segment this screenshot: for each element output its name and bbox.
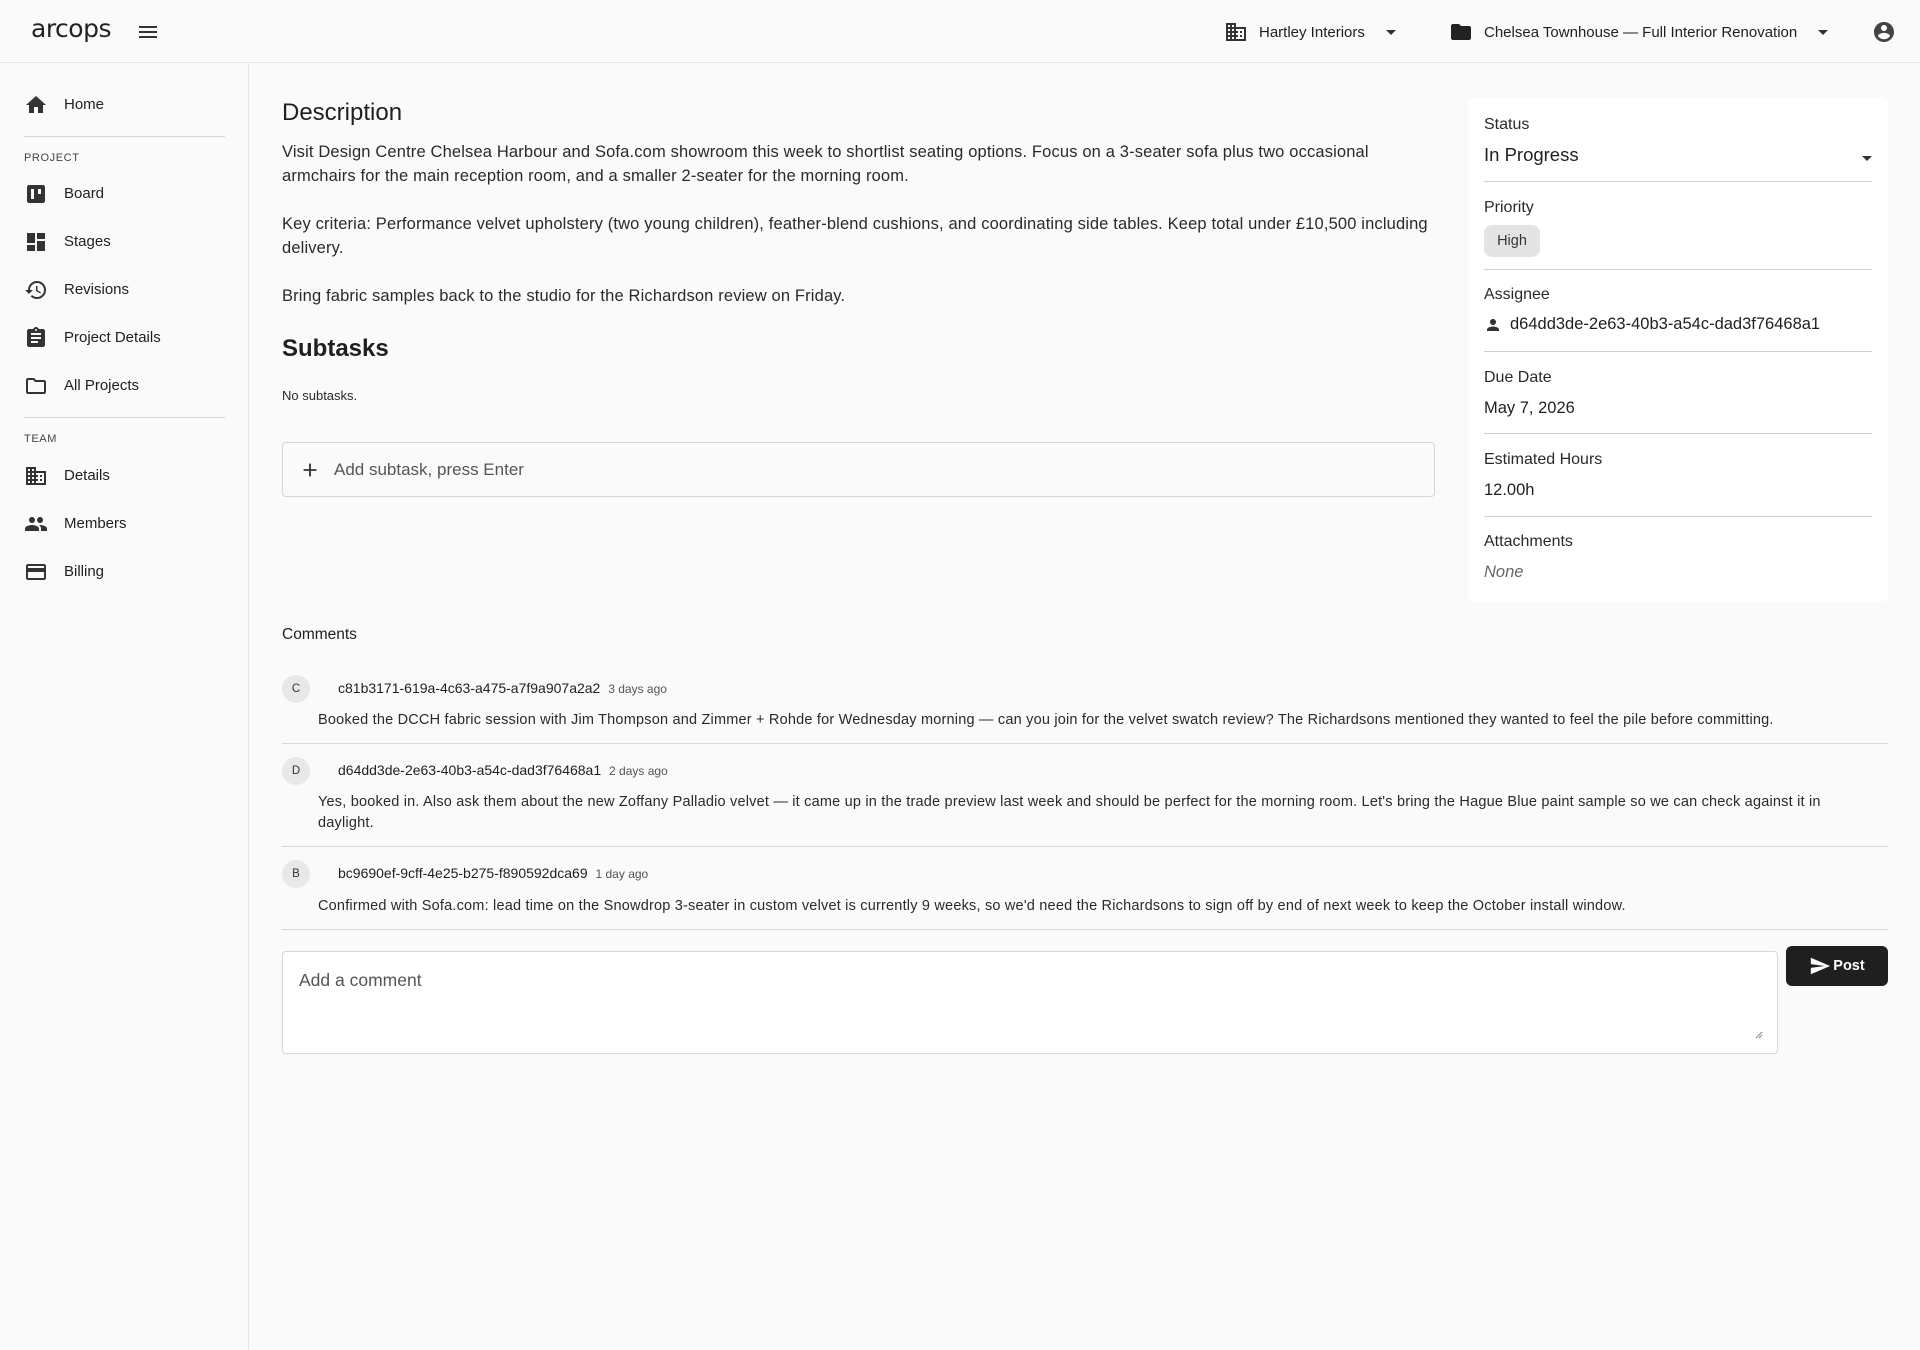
comment-time: 1 day ago: [595, 867, 649, 881]
priority-label: Priority: [1484, 199, 1534, 216]
comment-text: Confirmed with Sofa.com: lead time on the Snowdrop 3-seater in custom velvet is currently 9 weeks, so we'd need the Richardsons to sign off by end of next week to keep the October install window.: [318, 898, 1626, 914]
comment-author: d64dd3de-2e63-40b3-a54c-dad3f76468a1: [338, 762, 602, 778]
top-app-bar: [0, 0, 1920, 63]
description-heading: Description: [282, 99, 403, 126]
folder-icon: [1449, 20, 1473, 44]
clipboard-icon: [24, 326, 48, 350]
sidebar-item-label: Members: [64, 515, 127, 532]
field-underline: [1484, 181, 1872, 182]
post-comment-button[interactable]: [1786, 946, 1888, 986]
estimated-hours-value[interactable]: 12.00h: [1484, 481, 1535, 499]
sidebar-item-all-projects[interactable]: [0, 366, 249, 406]
chevron-down-icon: [1379, 20, 1403, 44]
comment-divider: [282, 743, 1888, 744]
people-icon: [24, 512, 48, 536]
comment-author: c81b3171-619a-4c63-a475-a7f9a907a2a2: [338, 680, 601, 696]
comment-header: [338, 762, 668, 778]
field-underline: [1484, 516, 1872, 517]
comment-text: Booked the DCCH fabric session with Jim Thompson and Zimmer + Rohde for Wednesday morning — can you join for the velvet swatch review? The Richardsons mentioned they wanted to feel the pile before committing.: [318, 712, 1774, 728]
send-icon: [1809, 955, 1831, 977]
comment-author: bc9690ef-9cff-4e25-b275-f890592dca69: [338, 865, 588, 881]
board-icon: [24, 182, 48, 206]
avatar: C: [282, 675, 310, 703]
person-icon: [1484, 316, 1502, 334]
plus-icon: [299, 459, 321, 481]
divider: [24, 136, 225, 137]
estimated-hours-label: Estimated Hours: [1484, 451, 1603, 468]
chevron-down-icon[interactable]: [1855, 146, 1879, 170]
sidebar-item-revisions[interactable]: [0, 270, 249, 310]
description-paragraph: Visit Design Centre Chelsea Harbour and Sofa.com showroom this week to shortlist seating options. Focus on a 3-seater sofa plus two occasional armchairs for the main reception room, and a smaller 2-seater for the morning room.: [282, 143, 1369, 185]
sidebar-item-billing[interactable]: [0, 552, 249, 592]
folder-outline-icon: [24, 374, 48, 398]
avatar: D: [282, 757, 310, 785]
subtasks-heading: Subtasks: [282, 335, 389, 362]
sidebar-item-project-details[interactable]: [0, 318, 249, 358]
chevron-down-icon: [1811, 20, 1835, 44]
comment-divider: [282, 846, 1888, 847]
comment-divider: [282, 929, 1888, 930]
sidebar-item-label: Details: [64, 467, 110, 484]
app-logo[interactable]: arcops: [31, 14, 111, 43]
sidebar-item-label: Billing: [64, 563, 105, 580]
sidebar-item-label: Revisions: [64, 281, 130, 298]
field-underline: [1484, 351, 1872, 352]
avatar: B: [282, 860, 310, 888]
assignee-field[interactable]: [1484, 315, 1820, 334]
credit-card-icon: [24, 560, 48, 584]
priority-chip[interactable]: High: [1484, 225, 1540, 257]
sidebar-item-board[interactable]: [0, 174, 249, 214]
post-label: Post: [1833, 958, 1865, 974]
menu-icon[interactable]: [136, 20, 160, 44]
comment-header: [338, 680, 667, 696]
description-paragraph: Bring fabric samples back to the studio for the Richardson review on Friday.: [282, 287, 846, 305]
account-circle-icon[interactable]: [1872, 20, 1896, 44]
sidebar-item-team-details[interactable]: [0, 456, 249, 496]
add-subtask-input[interactable]: [282, 442, 1435, 497]
sidebar-item-label: Home: [64, 96, 105, 113]
sidebar-item-label: Stages: [64, 233, 111, 250]
subtask-placeholder: Add subtask, press Enter: [334, 460, 524, 479]
dashboard-icon: [24, 230, 48, 254]
field-underline: [1484, 433, 1872, 434]
assignee-label: Assignee: [1484, 286, 1550, 303]
comments-heading: Comments: [282, 626, 357, 643]
sidebar-item-home[interactable]: [0, 85, 249, 125]
organization-selector[interactable]: [1224, 18, 1403, 46]
comment-text: Yes, booked in. Also ask them about the new Zoffany Palladio velvet — it came up in the trade preview last week and should be perfect for the morning room. Let's bring the Hague Blue paint sample so we can check against it in daylight.: [318, 794, 1821, 831]
due-date-value[interactable]: May 7, 2026: [1484, 399, 1575, 417]
building-icon: [24, 464, 48, 488]
section-label-project: PROJECT: [24, 152, 80, 164]
resize-handle-icon[interactable]: [1755, 1031, 1763, 1039]
history-icon: [24, 278, 48, 302]
status-value: In Progress: [1484, 144, 1579, 165]
comment-time: 3 days ago: [608, 682, 667, 696]
sidebar: [0, 63, 249, 1350]
comment-input[interactable]: [282, 951, 1778, 1054]
home-icon: [24, 93, 48, 117]
building-icon: [1224, 20, 1248, 44]
sidebar-item-stages[interactable]: [0, 222, 249, 262]
no-subtasks-text: No subtasks.: [282, 388, 358, 403]
comment-header: [338, 865, 648, 881]
attachments-value: None: [1484, 563, 1524, 581]
divider: [24, 417, 225, 418]
attachments-label: Attachments: [1484, 533, 1573, 550]
field-underline: [1484, 269, 1872, 270]
sidebar-item-label: Project Details: [64, 329, 161, 346]
sidebar-item-label: Board: [64, 185, 105, 202]
comment-time: 2 days ago: [609, 764, 668, 778]
status-label: Status: [1484, 116, 1530, 133]
description-paragraph: Key criteria: Performance velvet upholstery (two young children), feather-blend cushions, and coordinating side tables. Keep total under £10,500 including delivery.: [282, 215, 1428, 257]
section-label-team: TEAM: [24, 433, 57, 445]
due-date-label: Due Date: [1484, 369, 1552, 386]
sidebar-item-members[interactable]: [0, 504, 249, 544]
sidebar-item-label: All Projects: [64, 377, 140, 394]
organization-name: Hartley Interiors: [1259, 23, 1365, 41]
assignee-value: d64dd3de-2e63-40b3-a54c-dad3f76468a1: [1510, 315, 1821, 333]
project-name: Chelsea Townhouse — Full Interior Renovation: [1484, 23, 1798, 41]
project-selector[interactable]: [1449, 18, 1835, 46]
comment-placeholder: Add a comment: [299, 970, 422, 990]
